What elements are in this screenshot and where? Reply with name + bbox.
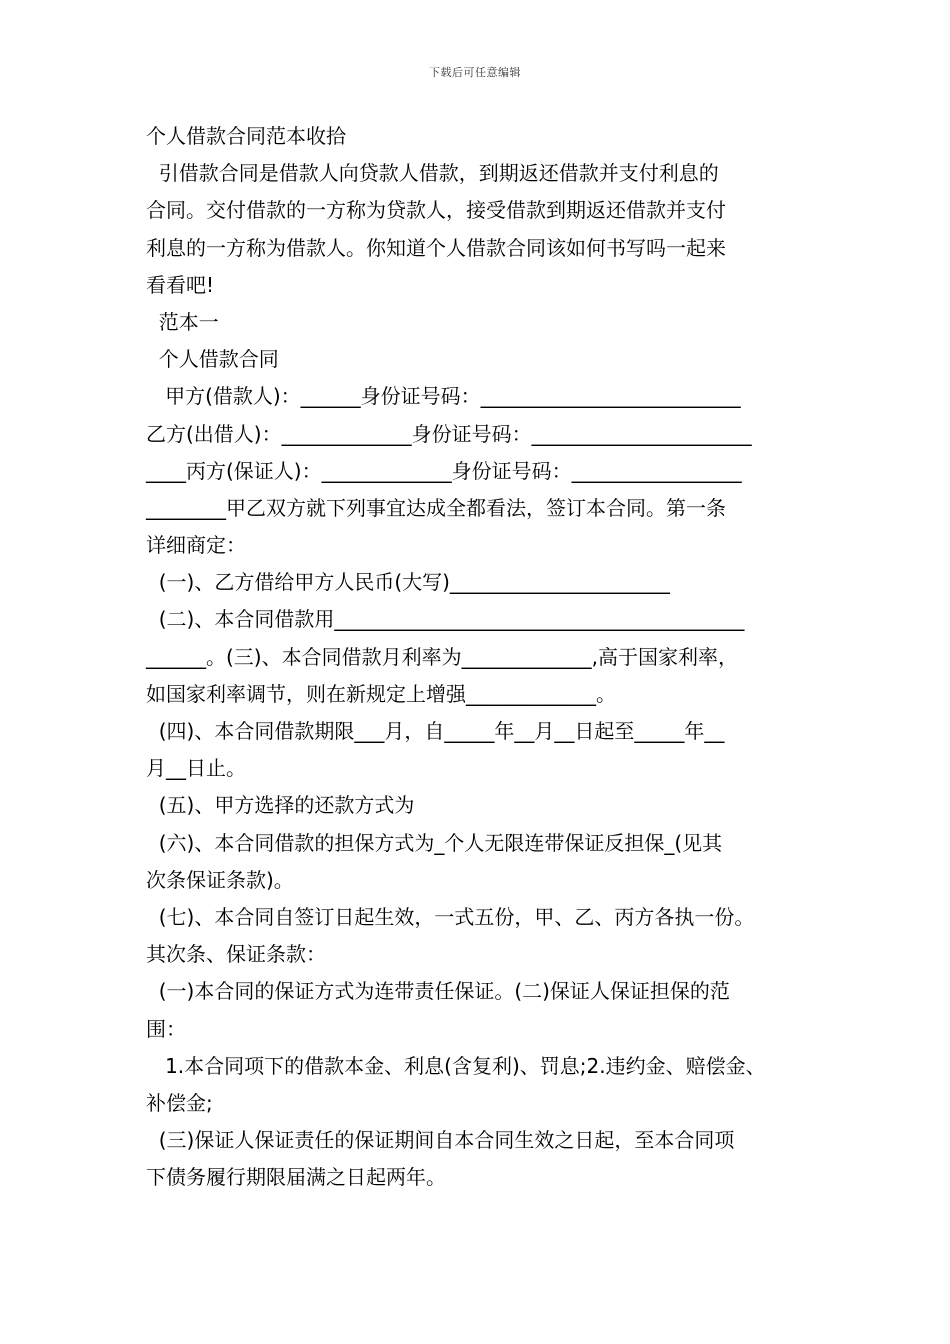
clause-4: (四)、本合同借款期限___月，自_____年__月__日起至_____年__	[146, 719, 725, 743]
clause-3: ______。(三)、本合同借款月利率为_____________,高于国家利率，	[146, 644, 738, 669]
guarantee-clause-3-cont: 下债务履行期限届满之日起两年。	[146, 1165, 446, 1190]
intro-line-3: 利息的一方称为借款人。你知道个人借款合同该如何书写吗一起来	[146, 235, 726, 260]
intro-line-4: 看看吧!	[146, 272, 215, 297]
party-a-line: 甲方(借款人)：______身份证号码：__________________________	[146, 384, 741, 409]
guarantee-clause-2-cont: 补偿金;	[146, 1090, 213, 1115]
clause-7: (七)、本合同自签订日起生效，一式五份，甲、乙、丙方各执一份。	[146, 904, 755, 929]
clause-3-cont: 如国家利率调节，则在新规定上增强_____________。	[146, 681, 616, 706]
agreement-line: ________甲乙双方就下列事宜达成全都看法，签订本合同。第一条	[146, 495, 726, 520]
clause-6: (六)、本合同借款的担保方式为_个人无限连带保证反担保_(见其	[146, 830, 723, 855]
clause-2: (二)、本合同借款用_________________________________________	[146, 607, 745, 632]
intro-line-2: 合同。交付借款的一方称为贷款人，接受借款到期返还借款并支付	[146, 198, 726, 223]
guarantee-clause-1-cont: 围：	[146, 1016, 186, 1041]
document-body	[146, 118, 811, 1196]
party-c-line: ____丙方(保证人)：_____________身份证号码：_________________	[146, 458, 742, 483]
template-heading: 范本一	[146, 309, 219, 334]
agreement-line-cont: 详细商定：	[146, 533, 246, 558]
clause-6-cont: 次条保证条款)。	[146, 867, 294, 892]
guarantee-heading: 其次条、保证条款：	[146, 942, 326, 967]
intro-line-1: 引借款合同是借款人向贷款人借款，到期返还借款并支付利息的	[146, 161, 719, 186]
clause-1: (一)、乙方借给甲方人民币(大写)______________________	[146, 570, 670, 595]
guarantee-clause-2: 1.本合同项下的借款本金、利息(含复利)、罚息;2.违约金、赔偿金、	[146, 1053, 766, 1078]
document-title: 个人借款合同范本收拾	[146, 124, 346, 148]
page-header: 下载后可任意编辑	[429, 66, 521, 79]
clause-5: (五)、甲方选择的还款方式为	[146, 793, 415, 818]
clause-4-cont: 月__日止。	[146, 756, 246, 781]
guarantee-clause-1: (一)本合同的保证方式为连带责任保证。(二)保证人保证担保的范	[146, 979, 730, 1004]
party-b-line: 乙方(出借人)：_____________身份证号码：______________________	[146, 421, 752, 446]
contract-title: 个人借款合同	[146, 347, 279, 372]
guarantee-clause-3: (三)保证人保证责任的保证期间自本合同生效之日起，至本合同项	[146, 1128, 735, 1153]
